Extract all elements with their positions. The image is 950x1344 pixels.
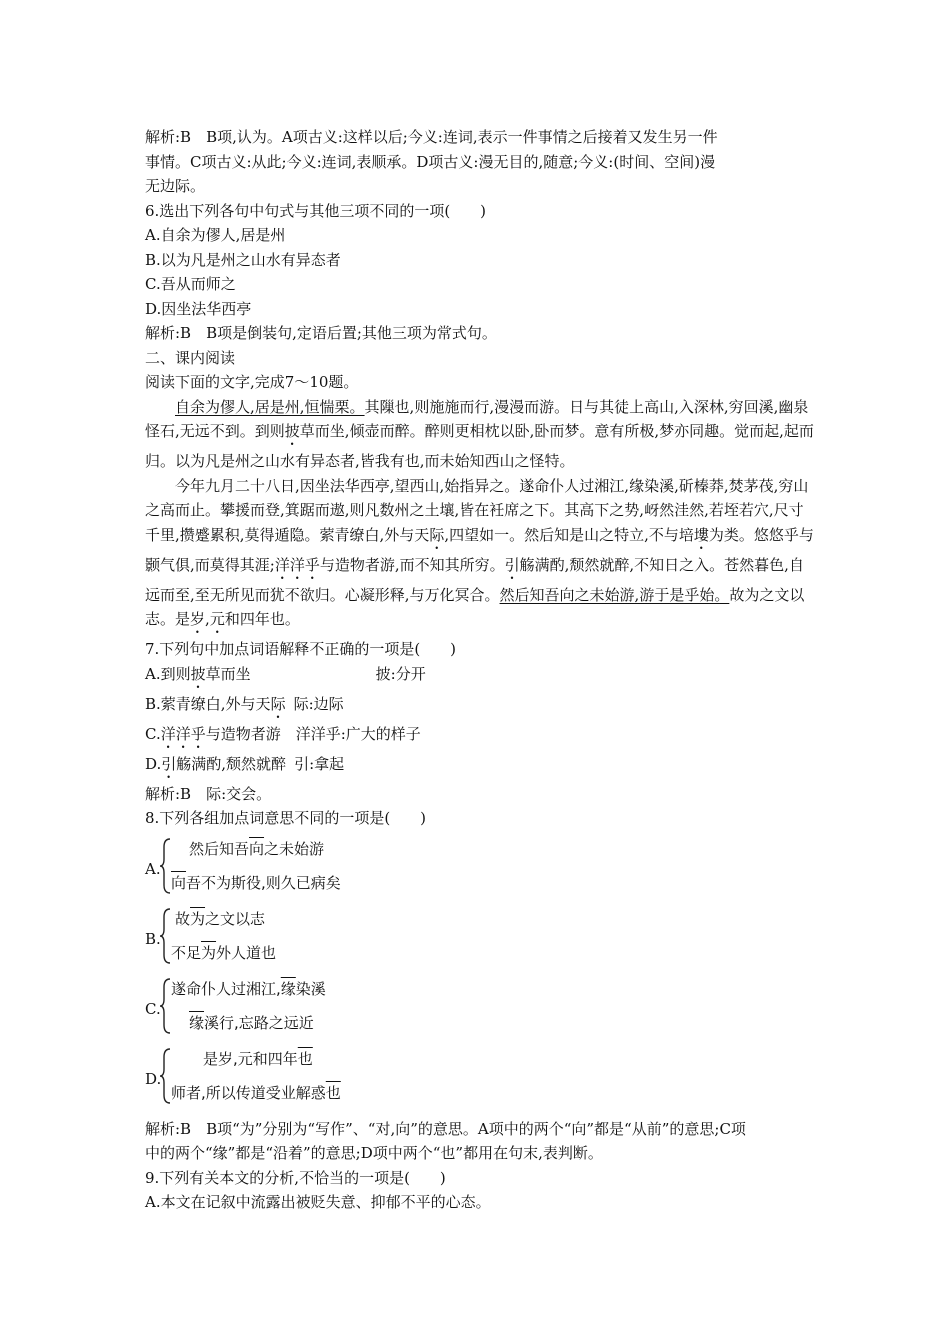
- text-line: 解析:B B项,认为。A项古义:这样以后;今义:连词,表示一件事情之后接着又发生另一件: [145, 128, 718, 146]
- instruction: 阅读下面的文字,完成7～10题。: [145, 373, 359, 391]
- option: C.吾从而师之: [145, 275, 236, 293]
- analysis-q5: [145, 125, 815, 199]
- dotted-word: 披: [284, 422, 300, 440]
- dotted-word: 际: [270, 694, 286, 713]
- option-letter: A.: [145, 859, 161, 878]
- group-line-2: 师者,所以传道受业解惑也: [171, 1083, 341, 1102]
- option-group-a: [145, 837, 815, 895]
- passage-text: ,四望如一。然后知是山之特立,不与培: [444, 525, 694, 544]
- text-line: 无边际。: [145, 177, 206, 195]
- passage-text: 和四年也。: [224, 610, 300, 628]
- analysis: 解析:B B项是倒装句,定语后置;其他三项为常式句。: [145, 324, 497, 342]
- dotted-word: 洋洋乎: [274, 555, 320, 574]
- option-group-c: [145, 977, 815, 1035]
- option: A.到则披草而坐 披:分开: [145, 664, 426, 683]
- passage-text: 今年九月二十八日,因坐法华西亭,望西山,始指异之。遂命仆人过湘江,缘染溪,斫榛莽,焚茅茷,穷山之高而止。攀援而登,箕踞而遨,则凡数州之土壤,皆在衽席之下。其高下之势,岈然洼然,若垤若穴,尺寸千里,攒蹙累积,莫得遁隐。萦青缭白,外与天: [145, 476, 809, 544]
- analysis: 解析:B 际:交会。: [145, 784, 272, 803]
- option: A.自余为僇人,居是州: [145, 226, 286, 244]
- question-stem: 6.选出下列各句中句式与其他三项不同的一项( ): [145, 201, 487, 220]
- group-line-2: 向吾不为斯役,则久已病矣: [171, 873, 341, 892]
- question-8: [145, 806, 815, 1166]
- group-line-1: 然后知吾向之未始游: [189, 839, 325, 858]
- option-letter: D.: [145, 1069, 162, 1088]
- option-letter: C.: [145, 999, 161, 1018]
- passage-paragraph-2: [145, 474, 815, 638]
- dotted-word: 元: [209, 610, 225, 628]
- passage-text: 故为之文以志。是: [145, 585, 805, 628]
- text-line: 事情。C项古义:从此;今义:连词,表顺承。D项古义:漫无目的,随意;今义:(时间、空间)漫: [145, 152, 716, 171]
- gloss: 洋洋乎:广大的样子: [295, 724, 421, 743]
- document-page: [145, 125, 815, 1215]
- gloss: 披:分开: [375, 664, 426, 683]
- underlined-sentence: 自余为僇人,居是州,恒惴栗。: [175, 397, 365, 416]
- option: D.因坐法华西亭: [145, 299, 252, 318]
- gloss: 引:拿起: [294, 754, 345, 773]
- question-9: [145, 1166, 815, 1215]
- dotted-word: 际: [429, 525, 445, 544]
- question-7: [145, 637, 815, 806]
- group-line-1: 遂命仆人过湘江,缘染溪: [171, 979, 326, 998]
- option-group-d: [145, 1047, 815, 1105]
- dotted-word: 披: [190, 664, 206, 683]
- section-heading: 二、课内阅读: [145, 348, 236, 367]
- group-line-1: 故为之文以志: [175, 909, 266, 928]
- analysis: 解析:B B项“为”分别为“写作”、“对,向”的意思。A项中的两个“向”都是“从前”的意思;C项: [145, 1119, 746, 1138]
- question-stem: 9.下列有关本文的分析,不恰当的一项是( ): [145, 1168, 446, 1187]
- passage-text: 其隟也,则施施而行,漫漫而游。日与其徒上高山,入深林,穷回溪,幽泉怪石,无远不到。到则: [145, 397, 809, 440]
- passage-text: 草而坐,倾壶而醉。醉则更相枕以卧,卧而梦。意有所极,梦亦同趣。觉而起,起而归。以为凡是州之山水有异态者,皆我有也,而未始知西山之怪特。: [145, 422, 814, 470]
- group-line-2: 缘溪行,忘路之远近: [189, 1013, 314, 1032]
- option: D.引觞满酌,颓然就醉 引:拿起: [145, 754, 345, 773]
- dotted-word: 岁: [190, 610, 206, 628]
- passage-text: 为类。悠悠乎与颢气俱,而莫得其涯;: [145, 525, 814, 574]
- option-group-b: [145, 907, 815, 965]
- passage-text: 觞满酌,颓然就醉,不知日之入。苍然暮色,自远而至,至无所见而犹不欲归。心凝形释,与万化冥合。: [145, 555, 804, 604]
- analysis: 中的两个“缘”都是“沿着”的意思;D项中两个“也”都用在句末,表判断。: [145, 1144, 603, 1162]
- option: B.萦青缭白,外与天际 际:边际: [145, 694, 344, 713]
- question-stem: 8.下列各组加点词意思不同的一项是( ): [145, 809, 427, 827]
- question-6: [145, 199, 815, 346]
- passage-paragraph-1: [145, 395, 815, 474]
- group-line-1: 是岁,元和四年也: [203, 1049, 313, 1068]
- option: A.本文在记叙中流露出被贬失意、抑郁不平的心态。: [145, 1193, 491, 1211]
- passage-text: 与造物者游,而不知其所穷。: [319, 555, 505, 574]
- dotted-word: 塿: [693, 525, 709, 544]
- question-stem: 7.下列句中加点词语解释不正确的一项是( ): [145, 640, 457, 658]
- dotted-word: 洋洋乎: [160, 724, 206, 743]
- option: B.以为凡是州之山水有异态者: [145, 250, 341, 269]
- dotted-word: 引: [161, 754, 177, 773]
- option: C.洋洋乎与造物者游 洋洋乎:广大的样子: [145, 724, 421, 743]
- dotted-word: 引: [504, 555, 520, 574]
- option-letter: B.: [145, 929, 161, 948]
- group-line-2: 不足为外人道也: [171, 943, 277, 962]
- passage-text: ,: [205, 610, 210, 628]
- underlined-sentence: 然后知吾向之未始游,游于是乎始。: [499, 585, 730, 604]
- gloss: 际:边际: [293, 694, 344, 713]
